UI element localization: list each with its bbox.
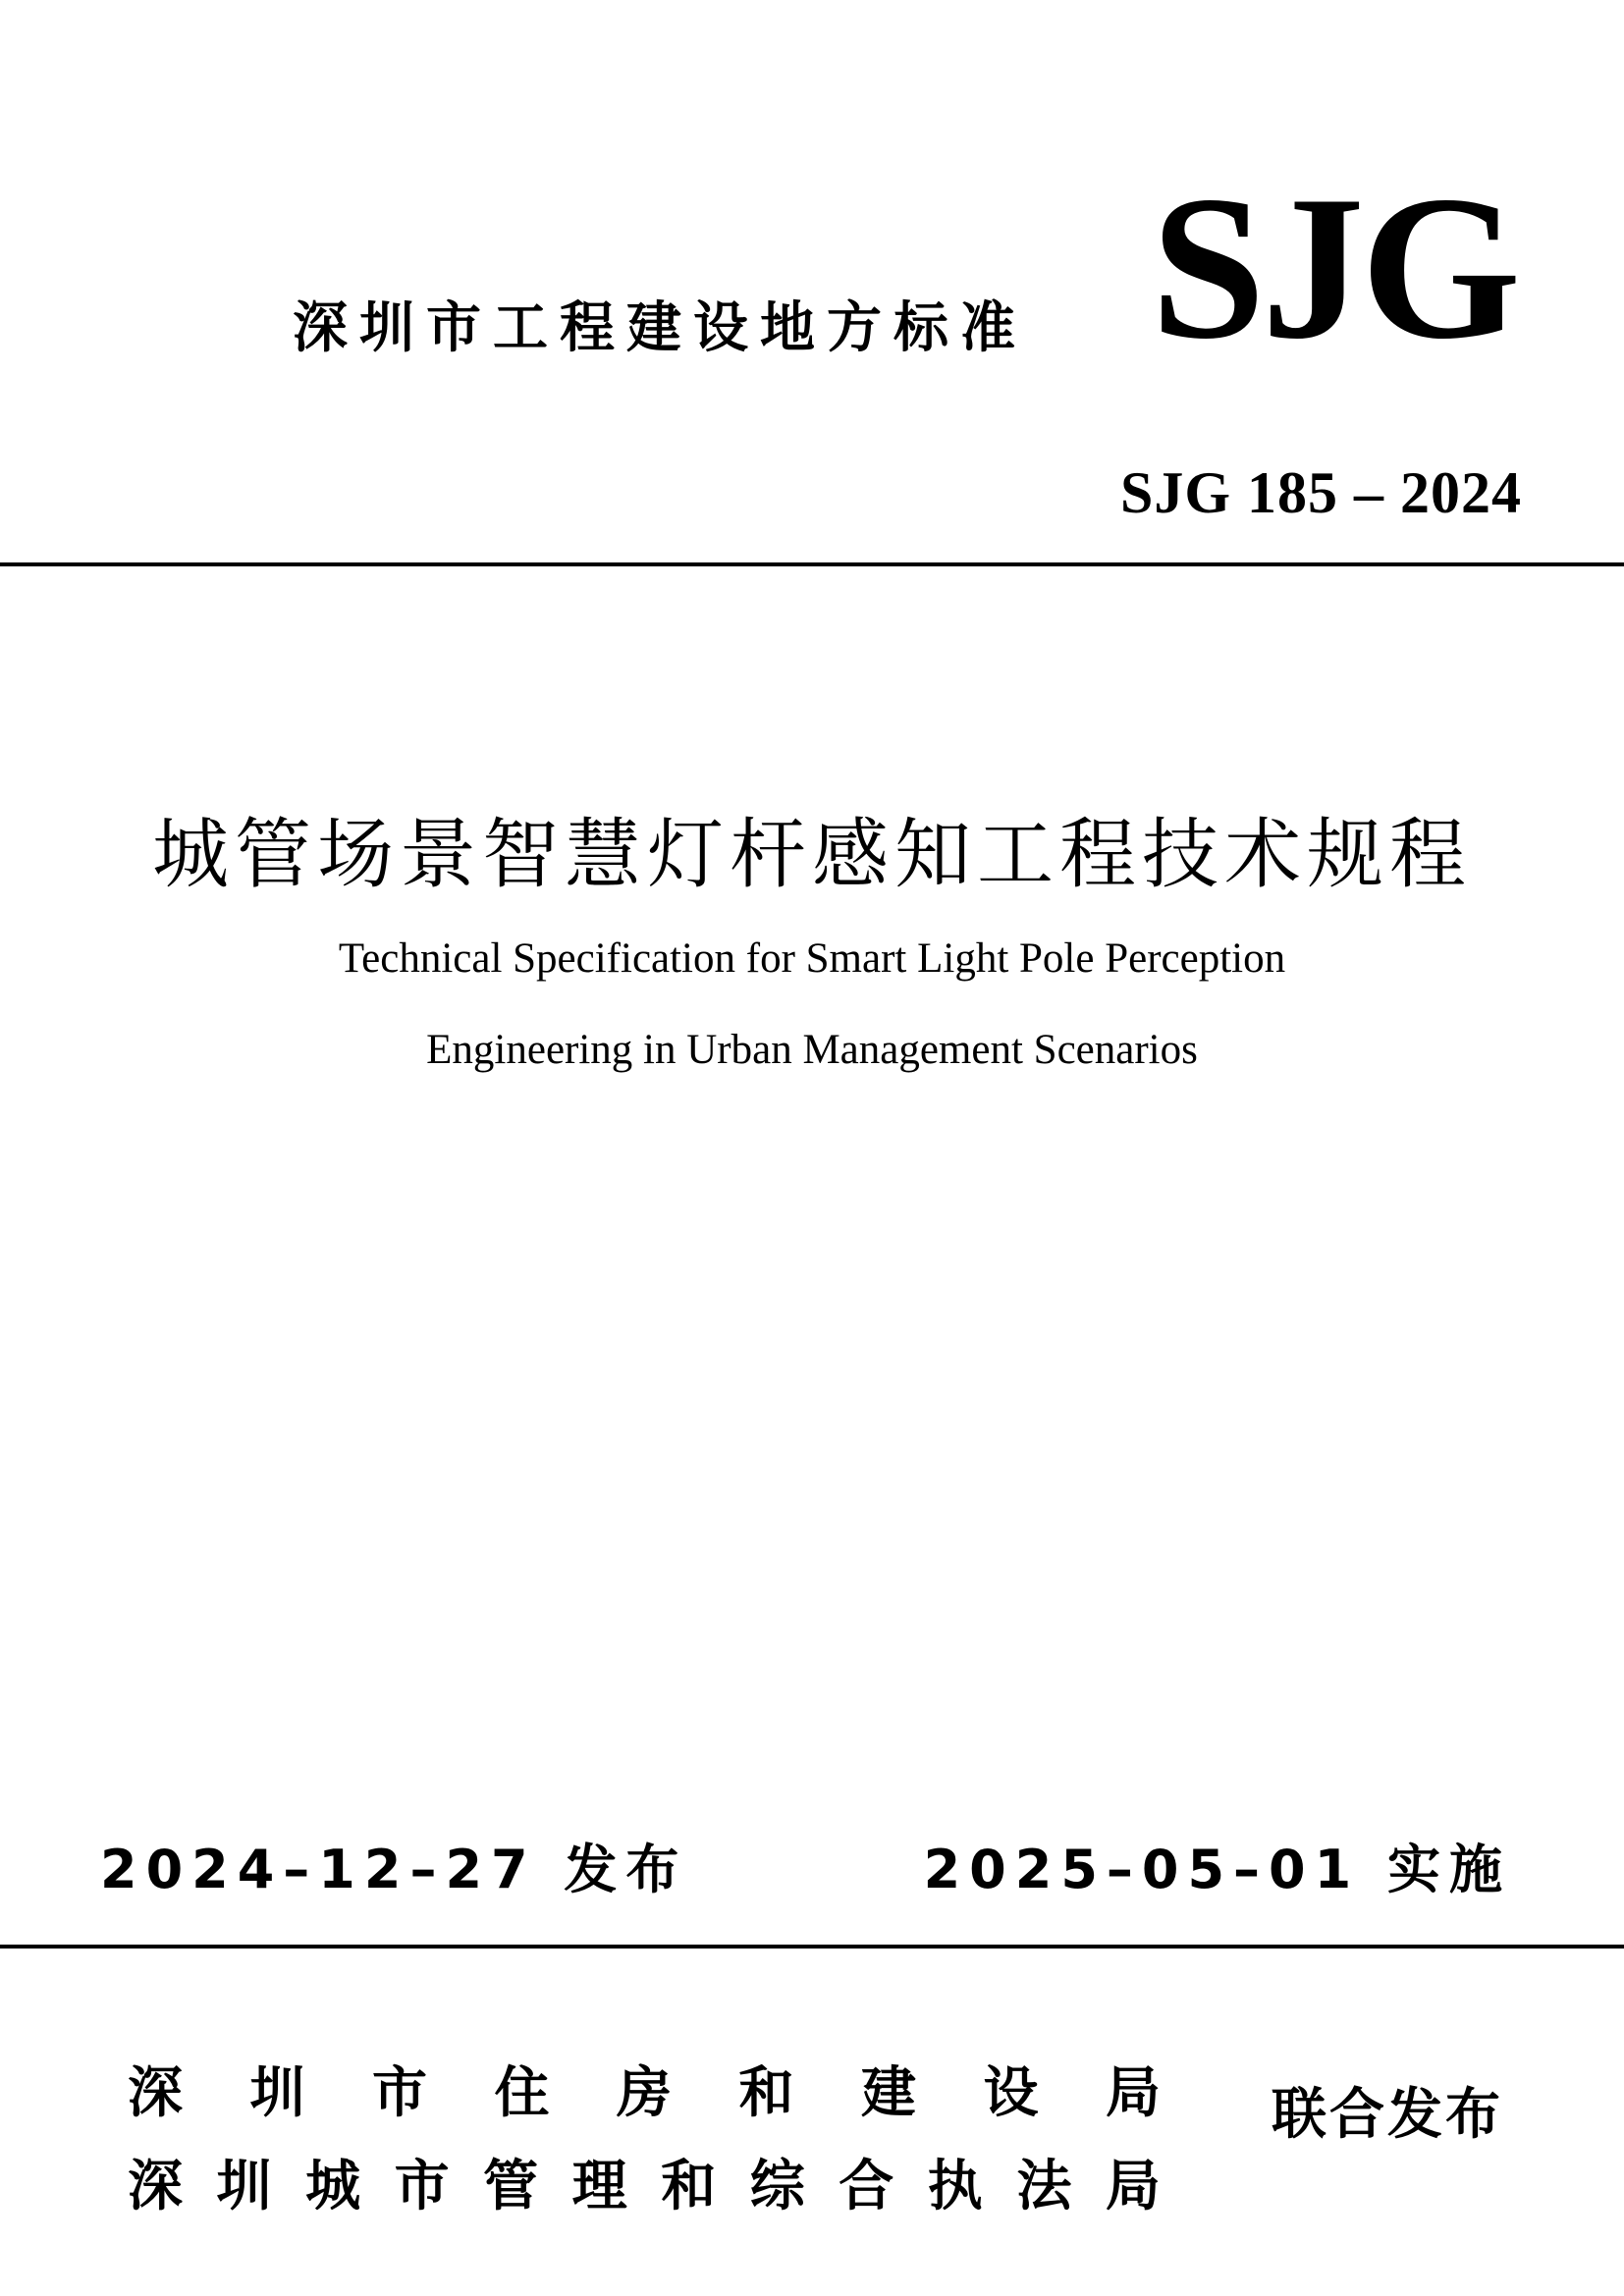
issuer-char: 合 (839, 2155, 894, 2218)
document-title-english-line2: Engineering in Urban Management Scenarios (426, 1027, 1198, 1073)
joint-release-label: 联合发布 (1272, 2083, 1503, 2147)
issuer-char: 市 (372, 2061, 427, 2125)
issuer-char: 法 (1016, 2155, 1072, 2218)
standard-code: SJG 185 – 2024 (1119, 460, 1522, 525)
issuer-char: 建 (861, 2061, 916, 2125)
bottom-divider (0, 1945, 1624, 1949)
document-title-english-line1: Technical Specification for Smart Light Pole Perception (338, 935, 1286, 982)
issuer-char: 房 (617, 2061, 672, 2125)
issuer-char: 和 (738, 2061, 794, 2125)
issuer-char: 理 (571, 2155, 627, 2218)
issuer-char: 和 (661, 2155, 717, 2218)
sjg-logo: SJG (1151, 154, 1518, 382)
issue-date: 2024–12–27 发布 (100, 1839, 688, 1900)
issuer-char: 圳 (216, 2155, 272, 2218)
issuer-char: 局 (1106, 2061, 1161, 2125)
issuer-char: 管 (483, 2155, 539, 2218)
issuer-char: 执 (927, 2155, 983, 2218)
issuer-char: 圳 (249, 2061, 305, 2125)
issuer-char: 综 (749, 2155, 805, 2218)
issuer-char: 深 (128, 2155, 183, 2218)
issuer-urban-management-bureau (128, 2143, 1161, 2221)
issuer-char: 局 (1105, 2155, 1161, 2218)
document-title-chinese: 城管场景智慧灯杆感知工程技术规程 (151, 811, 1472, 899)
issuer-char: 城 (305, 2155, 361, 2218)
standard-series-name: 深圳市工程建设地方标准 (293, 296, 1027, 360)
issuer-char: 深 (128, 2061, 183, 2125)
issuer-char: 住 (494, 2061, 550, 2125)
top-divider (0, 562, 1624, 566)
issuer-char: 设 (983, 2061, 1039, 2125)
effective-date: 2025–05–01 实施 (923, 1839, 1511, 1900)
issuer-housing-bureau (128, 2050, 1161, 2128)
issuer-char: 市 (394, 2155, 450, 2218)
